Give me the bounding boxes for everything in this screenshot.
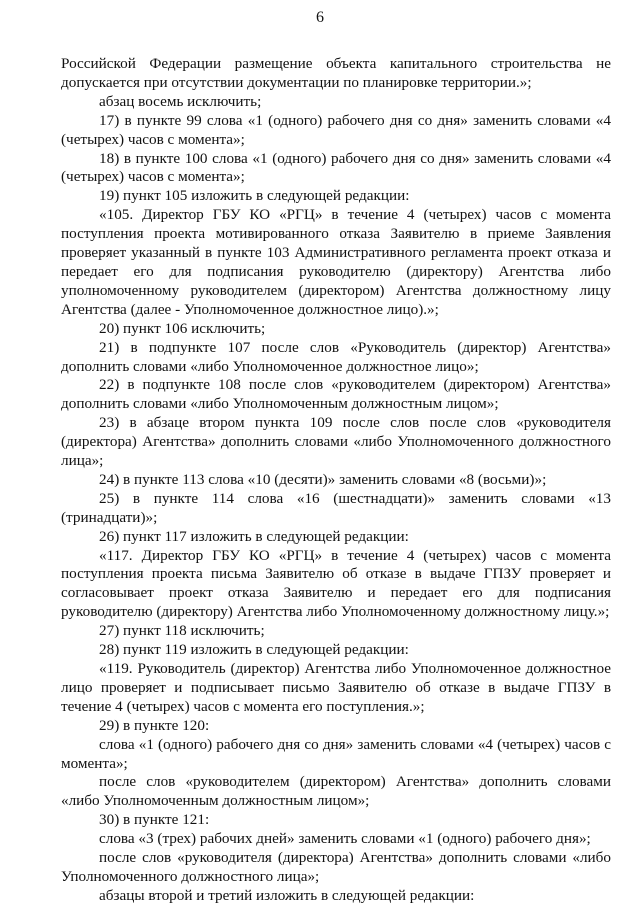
- paragraph-item-21: 21) в подпункте 107 после слов «Руководитель (директор) Агентства» дополнить словами «либо Уполномоченное должностное лицо»;: [61, 338, 611, 375]
- paragraph-item-29: 29) в пункте 120:: [99, 716, 210, 734]
- paragraph: абзац восемь исключить;: [99, 92, 262, 110]
- paragraph-item-28: 28) пункт 119 изложить в следующей редакции:: [99, 641, 409, 659]
- document-body: [61, 55, 611, 906]
- paragraph-subitem: абзацы второй и третий изложить в следующей редакции:: [99, 886, 475, 904]
- paragraph-quote-117: «117. Директор ГБУ КО «РГЦ» в течение 4 (четырех) часов с момента поступления проекта письма Заявителю об отказе в выдаче ГПЗУ проверяет и согласовывает проект отказа Заявителю и передает его для подписания руководителю (директору) Агентства либо Уполномоченному должностному лицу.»;: [61, 546, 611, 621]
- paragraph-item-26: 26) пункт 117 изложить в следующей редакции:: [99, 527, 409, 545]
- paragraph-quote-119: «119. Руководитель (директор) Агентства либо Уполномоченное должностное лицо проверяет и подписывает письмо Заявителю об отказе в выдаче ГПЗУ в течение 4 (четырех) часов с момента его поступления.»;: [61, 660, 611, 715]
- paragraph-item-25: 25) в пункте 114 слова «16 (шестнадцати)» заменить словами «13 (тринадцати)»;: [61, 489, 611, 526]
- paragraph-continuation: Российской Федерации размещение объекта капитального строительства не допускается при отсутствии документации по планировке территории.»;: [61, 55, 611, 91]
- paragraph-subitem: после слов «руководителем (директором) Агентства» дополнить словами «либо Уполномоченным должностным лицом»;: [61, 773, 611, 810]
- paragraph-item-24: 24) в пункте 113 слова «10 (десяти)» заменить словами «8 (восьми)»;: [99, 470, 547, 488]
- paragraph-item-22: 22) в подпункте 108 после слов «руководителем (директором) Агентства» дополнить словами «либо Уполномоченным должностным лицом»;: [61, 376, 611, 413]
- paragraph-item-20: 20) пункт 106 исключить;: [99, 319, 266, 337]
- paragraph-subitem: слова «1 (одного) рабочего дня со дня» заменить словами «4 (четырех) часов с момента»;: [61, 735, 611, 772]
- paragraph-item-27: 27) пункт 118 исключить;: [99, 622, 265, 640]
- paragraph-item-23: 23) в абзаце втором пункта 109 после слов после слов «руководителя (директора) Агентства» дополнить словами «либо Уполномоченного должностного лица»;: [61, 414, 611, 470]
- paragraph-subitem: слова «3 (трех) рабочих дней» заменить словами «1 (одного) рабочего дня»;: [99, 830, 591, 848]
- paragraph-item-19: 19) пункт 105 изложить в следующей редакции:: [99, 187, 410, 205]
- paragraph-item-18: 18) в пункте 100 слова «1 (одного) рабочего дня со дня» заменить словами «4 (четырех) часов с момента»;: [61, 149, 611, 186]
- page-number: 6: [316, 9, 324, 26]
- paragraph-item-17: 17) в пункте 99 слова «1 (одного) рабочего дня со дня» заменить словами «4 (четырех) часов с момента»;: [61, 111, 611, 148]
- paragraph-subitem: после слов «руководителя (директора) Агентства» дополнить словами «либо Уполномоченного должностного лица»;: [61, 849, 611, 885]
- paragraph-item-30: 30) в пункте 121:: [99, 811, 210, 829]
- paragraph-quote-105: «105. Директор ГБУ КО «РГЦ» в течение 4 (четырех) часов с момента поступления проекта мотивированного отказа Заявителю в приеме Заявления проверяет указанный в пункте 103 Административного регламента проект отказа и передает его для подписания руководителю (директору) Агентства либо уполномоченному руководителем (директором) Агентства должностному лицу Агентства (далее - Уполномоченное должностное лицо).»;: [61, 206, 611, 318]
